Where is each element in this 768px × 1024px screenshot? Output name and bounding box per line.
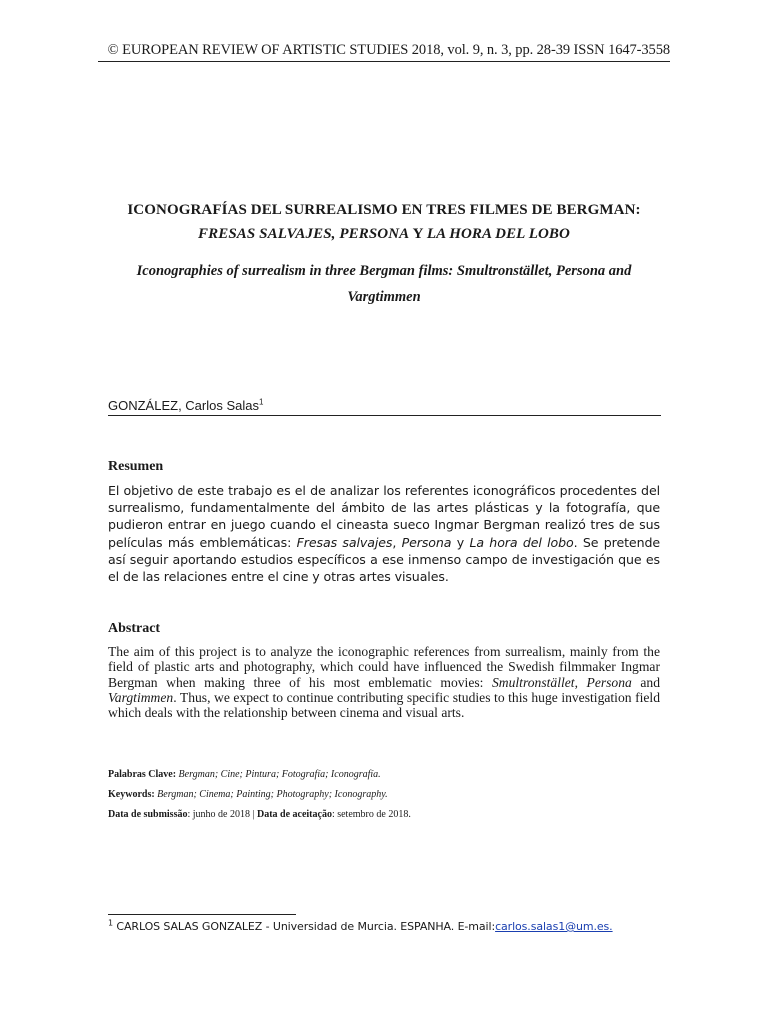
acceptance-label: Data de aceitação bbox=[256, 809, 332, 820]
abstract-sep-1: , bbox=[574, 674, 587, 690]
footnote bbox=[108, 920, 668, 933]
author-footnote-mark: 1 bbox=[259, 397, 264, 407]
palabras-clave-value: Bergman; Cine; Pintura; Fotografía; Iconografía. bbox=[176, 769, 381, 780]
submission-value: : junho de 2018 | bbox=[187, 809, 257, 820]
abstract-heading: Abstract bbox=[108, 621, 161, 636]
spanish-title-film-b: LA HORA DEL LOBO bbox=[426, 226, 570, 242]
spanish-title-film-a: FRESAS SALVAJES, PERSONA bbox=[198, 226, 410, 242]
resumen-sep-1: , bbox=[392, 534, 402, 550]
footnote-separator bbox=[108, 914, 296, 915]
resumen-text-2: . Se pretende así seguir aportando estudios específicos a ese inmenso campo de investigación que es el de las relaciones entre el cine y otras artes visuales. bbox=[108, 534, 661, 585]
abstract-text-2: . Thus, we expect to continue contributing specific studies to this huge investigation field which deals with the relationship between cinema and visual arts. bbox=[108, 689, 660, 721]
palabras-clave-line bbox=[108, 765, 668, 785]
english-title: Iconographies of surrealism in three Bergman films: Smultronstället, Persona and Vargtimmen bbox=[136, 263, 632, 305]
abstract-film-1: Smultronstället bbox=[491, 674, 575, 690]
palabras-clave-label: Palabras Clave: bbox=[108, 769, 177, 780]
resumen-body bbox=[108, 482, 660, 585]
spanish-title-conjunction: Y bbox=[409, 226, 427, 242]
resumen-sep-2: y bbox=[451, 534, 470, 550]
keywords-block bbox=[108, 765, 668, 825]
resumen-film-1: Fresas salvajes bbox=[296, 534, 393, 550]
acceptance-value: : setembro de 2018. bbox=[331, 809, 411, 820]
spanish-title-line2 bbox=[60, 222, 708, 246]
author-name: GONZÁLEZ, Carlos Salas bbox=[108, 398, 259, 413]
author-line bbox=[108, 398, 661, 416]
keywords-label: Keywords: bbox=[108, 789, 155, 800]
resumen-film-3: La hora del lobo bbox=[469, 534, 574, 550]
resumen-film-2: Persona bbox=[401, 534, 452, 550]
keywords-line bbox=[108, 785, 668, 805]
abstract-body bbox=[108, 644, 660, 720]
footnote-text: CARLOS SALAS GONZALEZ - Universidad de Murcia. ESPANHA. E-mail: bbox=[113, 920, 496, 933]
spanish-title-line1: ICONOGRAFÍAS DEL SURREALISMO EN TRES FILMES DE BERGMAN: bbox=[127, 202, 641, 218]
resumen-text-1: El objetivo de este trabajo es el de analizar los referentes iconográficos procedentes del surrealismo, fundamentalmente del ámbito de las artes plásticas y la fotografía, que pudieron entrar en juego cuando el cineasta sueco Ingmar Bergman realizó tres de sus películas más emblemáticas: bbox=[108, 483, 660, 550]
journal-header: © EUROPEAN REVIEW OF ARTISTIC STUDIES 2018, vol. 9, n. 3, pp. 28-39 ISSN 1647-3558 bbox=[98, 42, 670, 62]
abstract-film-2: Persona bbox=[586, 674, 632, 690]
spanish-title bbox=[60, 198, 708, 246]
keywords-value: Bergman; Cinema; Painting; Photography; Iconography. bbox=[154, 789, 388, 800]
footnote-mark: 1 bbox=[108, 918, 113, 928]
resumen-heading: Resumen bbox=[108, 459, 164, 474]
abstract-text-1: The aim of this project is to analyze the iconographic references from surrealism, mainly from the field of plastic arts and photography, which could have influenced the Swedish filmmaker Ingmar Bergman when making three of his most emblematic movies: bbox=[108, 644, 660, 690]
submission-label: Data de submissão bbox=[108, 809, 188, 820]
abstract-film-3: Vargtimmen bbox=[108, 689, 174, 705]
abstract-sep-2: and bbox=[631, 674, 661, 690]
dates-line bbox=[108, 805, 668, 825]
author-email-link[interactable]: carlos.salas1@um.es. bbox=[495, 920, 613, 933]
